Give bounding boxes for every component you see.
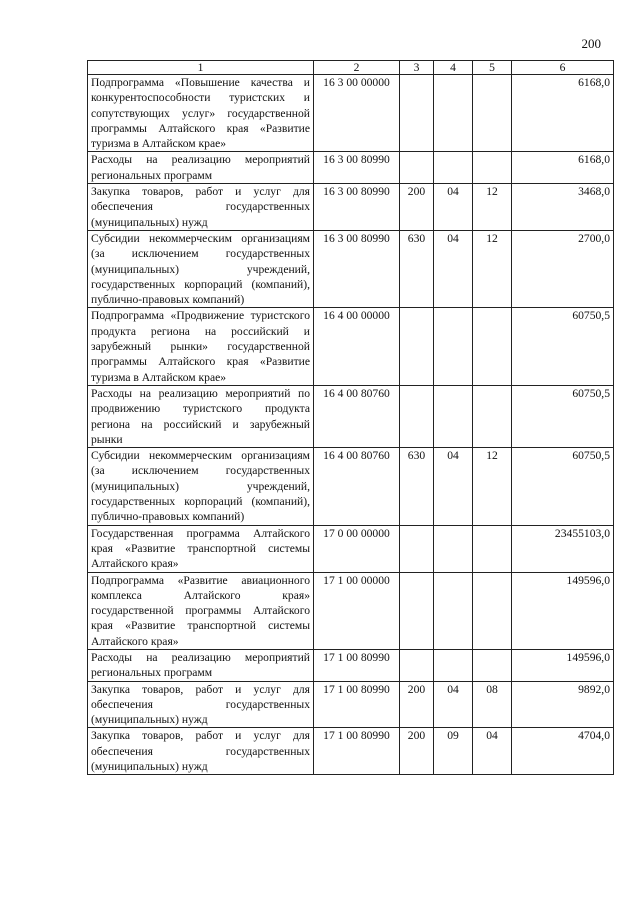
row-subsection (473, 525, 512, 572)
row-expense-type: 200 (400, 681, 434, 728)
table-row (88, 448, 614, 525)
row-expense-type (400, 152, 434, 184)
row-subsection (473, 308, 512, 385)
table-row (88, 75, 614, 152)
row-expense-type (400, 572, 434, 649)
row-expense-type: 630 (400, 448, 434, 525)
table-row (88, 308, 614, 385)
row-name: Подпрограмма «Развитие авиационного комплекса Алтайского края» государственной программы Алтайского края «Развитие транспортной системы Алтайского края» (88, 572, 314, 649)
row-section: 04 (434, 230, 473, 307)
row-subsection: 12 (473, 184, 512, 231)
row-name: Закупка товаров, работ и услуг для обеспечения государственных (муниципальных) нужд (88, 184, 314, 231)
row-name: Подпрограмма «Повышение качества и конкурентоспособности туристских и сопутствующих услуг» государственной программы Алтайского края «Развитие туризма в Алтайском крае» (88, 75, 314, 152)
row-amount: 23455103,0 (512, 525, 614, 572)
row-section: 04 (434, 681, 473, 728)
row-code: 17 0 00 00000 (314, 525, 400, 572)
row-name: Закупка товаров, работ и услуг для обеспечения государственных (муниципальных) нужд (88, 681, 314, 728)
row-section (434, 152, 473, 184)
row-section (434, 385, 473, 447)
row-code: 17 1 00 80990 (314, 728, 400, 775)
header-row (88, 61, 614, 75)
row-subsection: 12 (473, 230, 512, 307)
column-header-name: 1 (88, 61, 314, 75)
table-row (88, 525, 614, 572)
row-section (434, 572, 473, 649)
row-name: Субсидии некоммерческим организациям (за исключением государственных (муниципальных) учреждений, государственных корпораций (компаний), публично-правовых компаний) (88, 448, 314, 525)
row-code: 17 1 00 80990 (314, 681, 400, 728)
row-section: 04 (434, 184, 473, 231)
column-header-expense-type: 3 (400, 61, 434, 75)
row-code: 17 1 00 00000 (314, 572, 400, 649)
row-amount: 60750,5 (512, 448, 614, 525)
row-subsection (473, 385, 512, 447)
row-section (434, 525, 473, 572)
row-section (434, 649, 473, 681)
row-amount: 60750,5 (512, 385, 614, 447)
row-code: 16 3 00 80990 (314, 230, 400, 307)
table-row (88, 649, 614, 681)
table-row (88, 230, 614, 307)
row-amount: 6168,0 (512, 75, 614, 152)
table-row (88, 728, 614, 775)
table-row (88, 184, 614, 231)
row-subsection: 08 (473, 681, 512, 728)
row-code: 16 4 00 80760 (314, 448, 400, 525)
row-name: Расходы на реализацию мероприятий региональных программ (88, 152, 314, 184)
column-header-subsection: 5 (473, 61, 512, 75)
row-amount: 2700,0 (512, 230, 614, 307)
table-row (88, 385, 614, 447)
row-subsection (473, 75, 512, 152)
row-section: 04 (434, 448, 473, 525)
row-name: Расходы на реализацию мероприятий региональных программ (88, 649, 314, 681)
row-amount: 149596,0 (512, 649, 614, 681)
row-section (434, 308, 473, 385)
table-row (88, 681, 614, 728)
row-code: 16 4 00 00000 (314, 308, 400, 385)
row-amount: 6168,0 (512, 152, 614, 184)
row-section: 09 (434, 728, 473, 775)
table-row (88, 572, 614, 649)
row-name: Подпрограмма «Продвижение туристского продукта региона на российский и зарубежный рынки» государственной программы Алтайского края «Развитие туризма в Алтайском крае» (88, 308, 314, 385)
column-header-code: 2 (314, 61, 400, 75)
row-name: Закупка товаров, работ и услуг для обеспечения государственных (муниципальных) нужд (88, 728, 314, 775)
row-name: Субсидии некоммерческим организациям (за исключением государственных (муниципальных) учреждений, государственных корпораций (компаний), публично-правовых компаний) (88, 230, 314, 307)
row-code: 16 3 00 80990 (314, 184, 400, 231)
row-name: Государственная программа Алтайского края «Развитие транспортной системы Алтайского края» (88, 525, 314, 572)
column-header-amount: 6 (512, 61, 614, 75)
budget-table (87, 60, 614, 775)
row-expense-type (400, 525, 434, 572)
row-amount: 149596,0 (512, 572, 614, 649)
row-expense-type: 200 (400, 728, 434, 775)
row-amount: 9892,0 (512, 681, 614, 728)
row-expense-type (400, 385, 434, 447)
row-amount: 60750,5 (512, 308, 614, 385)
page-number: 200 (581, 36, 601, 51)
row-expense-type (400, 649, 434, 681)
row-section (434, 75, 473, 152)
row-expense-type: 630 (400, 230, 434, 307)
row-subsection (473, 649, 512, 681)
row-subsection (473, 152, 512, 184)
row-code: 16 3 00 80990 (314, 152, 400, 184)
row-subsection: 12 (473, 448, 512, 525)
row-expense-type: 200 (400, 184, 434, 231)
row-subsection (473, 572, 512, 649)
row-expense-type (400, 75, 434, 152)
table-row (88, 152, 614, 184)
row-code: 16 3 00 00000 (314, 75, 400, 152)
row-amount: 4704,0 (512, 728, 614, 775)
row-name: Расходы на реализацию мероприятий по продвижению туристского продукта региона на российский и зарубежный рынки (88, 385, 314, 447)
column-header-section: 4 (434, 61, 473, 75)
row-expense-type (400, 308, 434, 385)
row-subsection: 04 (473, 728, 512, 775)
row-code: 16 4 00 80760 (314, 385, 400, 447)
row-code: 17 1 00 80990 (314, 649, 400, 681)
row-amount: 3468,0 (512, 184, 614, 231)
